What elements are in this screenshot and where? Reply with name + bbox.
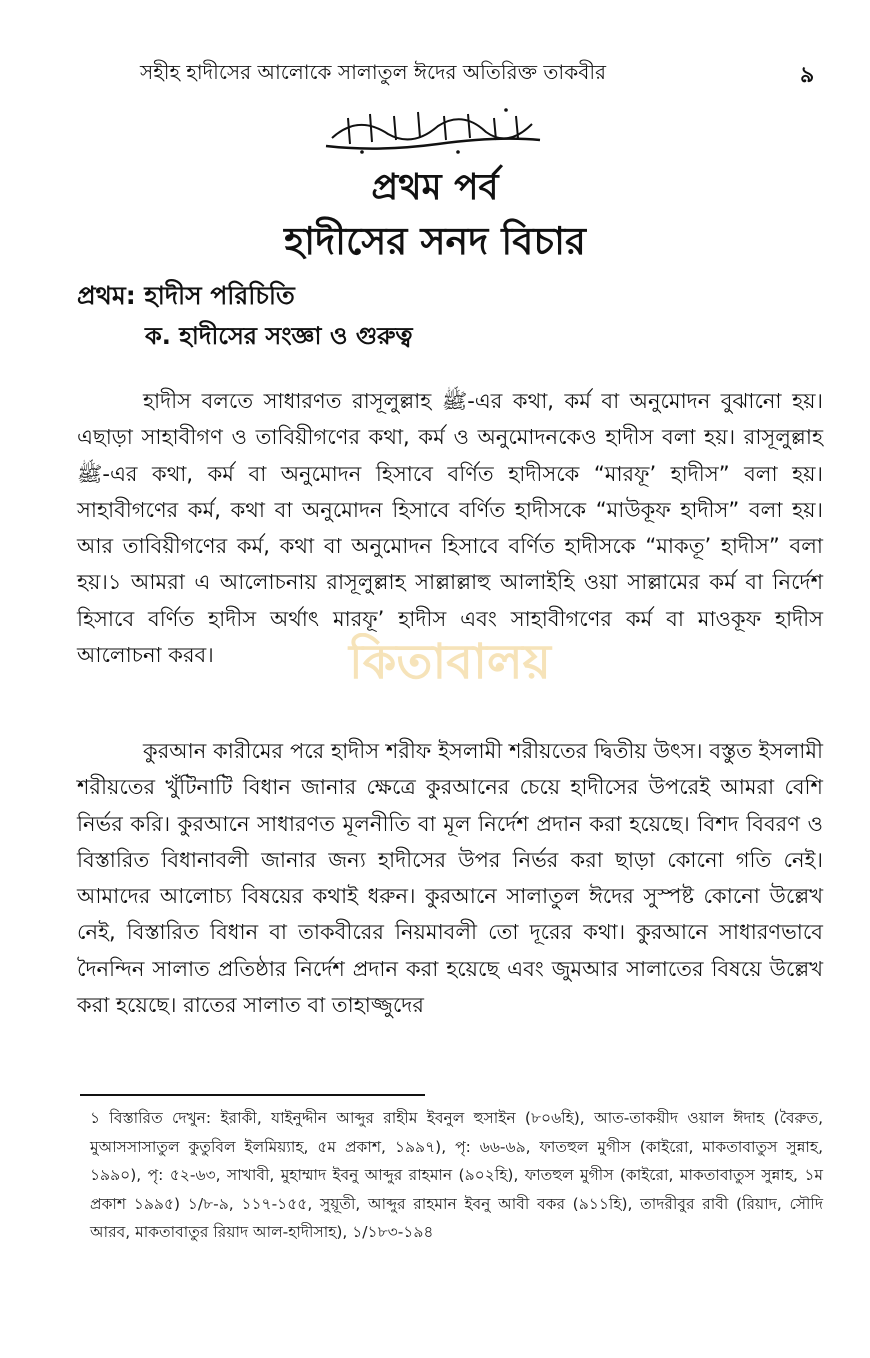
sub-heading: ক. হাদীসের সংজ্ঞা ও গুরুত্ব xyxy=(145,322,413,350)
running-title: সহীহ হাদীসের আলোকে সালাতুল ঈদের অতিরিক্ত তাকবীর xyxy=(140,60,607,84)
watermark-text: কিতাবালয় xyxy=(349,634,551,690)
running-header xyxy=(0,58,870,98)
body-paragraph-1: হাদীস বলতে সাধারণত রাসূলুল্লাহ ﷺ-এর কথা, কর্ম বা অনুমোদন বুঝানো হয়। এছাড়া সাহাবীগণ ও তাবিয়ীগণের কথা, কর্ম ও অনুমোদনকেও হাদীস বলা হয়। রাসূলুল্লাহ ﷺ-এর কথা, কর্ম বা অনুমোদন হিসাবে বর্ণিত হাদীসকে “মারফূ’ হাদীস” বলা হয়। সাহাবীগণের কর্ম, কথা বা অনুমোদন হিসাবে বর্ণিত হাদীসকে “মাউকূফ হাদীস” বলা হয়। আর তাবিয়ীগণের কর্ম, কথা বা অনুমোদন হিসাবে বর্ণিত হাদীসকে “মাকতূ’ হাদীস” বলা হয়।১ আমরা এ আলোচনায় রাসূলুল্লাহ সাল্লাল্লাহু আলাইহি ওয়া সাল্লামের কর্ম বা নির্দেশ হিসাবে বর্ণিত হাদীস অর্থাৎ মারফূ’ হাদীস এবং সাহাবীগণের কর্ম বা মাওকূফ হাদীস আলোচনা করব। xyxy=(77,389,823,668)
basmala-calligraphy xyxy=(318,104,548,158)
section-heading: প্রথম: হাদীস পরিচিতি xyxy=(77,281,295,310)
footnote-1: ১ বিস্তারিত দেখুন: ইরাকী, যাইনুদ্দীন আব্দুর রাহীম ইবনুল হুসাইন (৮০৬হি), আত-তাকয়ীদ ওয়াল ঈদাহ (বৈরুত, মুআসসাসাতুল কুতুবিল ইলমিয়্যাহ, ৫ম প্রকাশ, ১৯৯৭), পৃ: ৬৬-৬৯, ফাতহুল মুগীস (কাইরো, মাকতাবাতুস সুন্নাহ, ১৯৯০), পৃ: ৫২-৬৩, সাখাবী, মুহাম্মাদ ইবনু আব্দুর রাহমান (৯০২হি), ফাতহুল মুগীস (কাইরো, মাকতাবাতুস সুন্নাহ, ১ম প্রকাশ ১৯৯৫) ১/৮-৯, ১১৭-১৫৫, সুয়ূতী, আব্দুর রাহমান ইবনু আবী বকর (৯১১হি), তাদরীবুর রাবী (রিয়াদ, সৌদি আরব, মাকতাবাতুর রিয়াদ আল-হাদীসাহ), ১/১৮৩-১৯৪ xyxy=(90,1109,823,1241)
part-title: প্রথম পর্ব xyxy=(371,167,499,208)
part-subtitle: হাদীসের সনদ বিচার xyxy=(284,219,586,263)
page-number: ৯ xyxy=(800,63,815,88)
basmala-calligraphy-icon xyxy=(318,104,548,158)
body-paragraph-2: কুরআন কারীমের পরে হাদীস শরীফ ইসলামী শরীয়তের দ্বিতীয় উৎস। বস্তুত ইসলামী শরীয়তের খুঁটিনাটি বিধান জানার ক্ষেত্রে কুরআনের চেয়ে হাদীসের উপরেই আমরা বেশি নির্ভর করি। কুরআনে সাধারণত মূলনীতি বা মূল নির্দেশ প্রদান করা হয়েছে। বিশদ বিবরণ ও বিস্তারিত বিধানাবলী জানার জন্য হাদীসের উপর নির্ভর করা ছাড়া কোনো গতি নেই। আমাদের আলোচ্য বিষয়ের কথাই ধরুন। কুরআনে সালাতুল ঈদের সুস্পষ্ট কোনো উল্লেখ নেই, বিস্তারিত বিধান বা তাকবীরের নিয়মাবলী তো দূরের কথা। কুরআনে সাধারণভাবে দৈনন্দিন সালাত প্রতিষ্ঠার নির্দেশ প্রদান করা হয়েছে এবং জুমআর সালাতের বিষয়ে উল্লেখ করা হয়েছে। রাতের সালাত বা তাহাজ্জুদের xyxy=(77,739,823,1018)
footnote-divider xyxy=(80,1094,425,1096)
